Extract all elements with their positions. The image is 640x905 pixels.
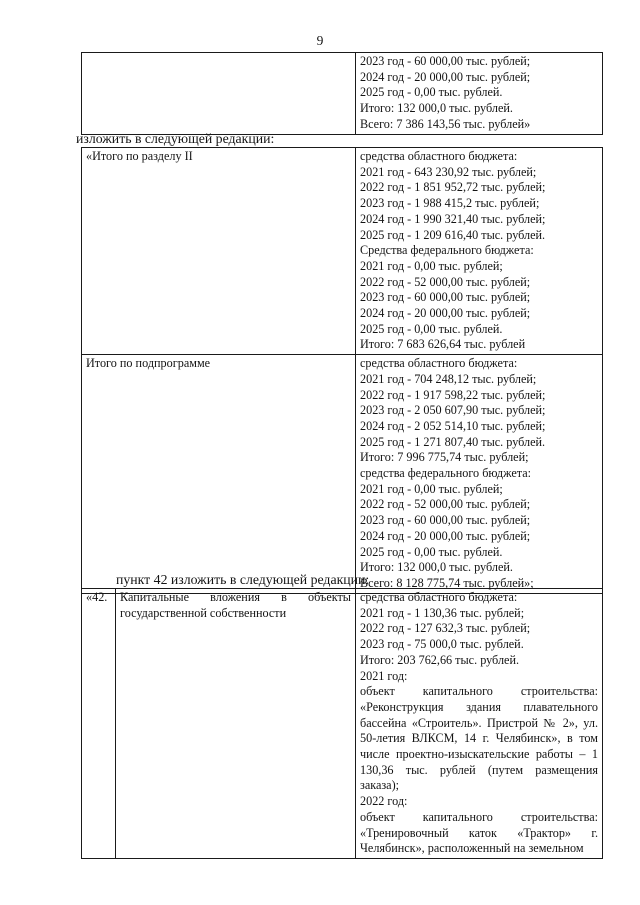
funding-cell xyxy=(356,53,603,135)
funding-line: 2021 год: xyxy=(360,668,408,683)
page-number: 9 xyxy=(316,33,324,48)
funding-line: 2022 год - 1 851 952,72 тыс. рублей; xyxy=(360,180,546,195)
funding-line: Итого: 132 000,0 тыс. рублей. xyxy=(360,560,513,575)
empty-cell xyxy=(82,53,356,135)
row-label: «Итого по разделу II xyxy=(82,148,356,355)
funding-cell xyxy=(356,148,603,355)
funding-line: 2025 год - 1 209 616,40 тыс. рублей. xyxy=(360,227,546,242)
item-42-caption: пункт 42 изложить в следующей редакции: xyxy=(116,572,370,587)
continued-funding-table xyxy=(81,52,603,135)
funding-line: 2025 год - 0,00 тыс. рублей. xyxy=(360,321,503,336)
funding-line: 2021 год - 0,00 тыс. рублей; xyxy=(360,258,503,273)
funding-line: средства областного бюджета: xyxy=(360,590,518,604)
funding-line: 2025 год - 0,00 тыс. рублей. xyxy=(360,544,503,559)
item-42-table xyxy=(81,588,603,859)
funding-cell xyxy=(356,589,603,859)
funding-line: 2024 год - 20 000,00 тыс. рублей; xyxy=(360,69,531,84)
item-name: Капитальные вложения в объекты государственной собственности xyxy=(116,589,356,859)
table-row xyxy=(82,53,603,135)
row-label: Итого по подпрограмме xyxy=(82,355,356,594)
funding-line: средства федерального бюджета: xyxy=(360,466,532,481)
funding-line: 2021 год - 704 248,12 тыс. рублей; xyxy=(360,371,537,386)
funding-line: Итого: 132 000,0 тыс. рублей. xyxy=(360,101,513,116)
funding-line: средства областного бюджета: xyxy=(360,149,518,163)
funding-line: 2022 год: xyxy=(360,794,408,809)
funding-line: 2021 год - 0,00 тыс. рублей; xyxy=(360,481,503,496)
funding-line: 2022 год - 127 632,3 тыс. рублей; xyxy=(360,621,531,636)
funding-line: 2023 год - 60 000,00 тыс. рублей; xyxy=(360,513,531,528)
funding-line: Итого: 203 762,66 тыс. рублей. xyxy=(360,652,520,667)
funding-line: 2024 год - 20 000,00 тыс. рублей; xyxy=(360,528,531,543)
funding-line: 2023 год - 2 050 607,90 тыс. рублей; xyxy=(360,403,546,418)
funding-line: Итого: 7 683 626,64 тыс. рублей xyxy=(360,337,526,352)
construction-object-paragraph: объект капитального строительства: «Реконструкция здания плавательного бассейна «Строитель». Пристрой № 2», ул. 50-летия ВЛКСМ, 14 г. Челябинск», в том числе проектно-изыскательские работы – 1 130,36 тыс. рублей (путем размещения заказа); xyxy=(360,684,598,793)
funding-line: 2021 год - 643 230,92 тыс. рублей; xyxy=(360,164,537,179)
section-totals-table xyxy=(81,147,603,594)
funding-line: 2024 год - 1 990 321,40 тыс. рублей; xyxy=(360,211,546,226)
funding-line: 2023 год - 60 000,00 тыс. рублей; xyxy=(360,54,531,68)
funding-line: Итого: 7 996 775,74 тыс. рублей; xyxy=(360,450,529,465)
funding-line: Всего: 8 128 775,74 тыс. рублей»; xyxy=(360,575,534,590)
funding-line: 2023 год - 75 000,0 тыс. рублей. xyxy=(360,637,524,652)
funding-line: 2022 год - 52 000,00 тыс. рублей; xyxy=(360,274,531,289)
funding-line: 2022 год - 1 917 598,22 тыс. рублей; xyxy=(360,387,546,402)
funding-line: 2023 год - 1 988 415,2 тыс. рублей; xyxy=(360,196,540,211)
table-row xyxy=(82,355,603,594)
funding-line: 2024 год - 20 000,00 тыс. рублей; xyxy=(360,306,531,321)
funding-line: 2023 год - 60 000,00 тыс. рублей; xyxy=(360,290,531,305)
item-number: «42. xyxy=(82,589,116,859)
funding-line: 2024 год - 2 052 514,10 тыс. рублей; xyxy=(360,418,546,433)
table-row xyxy=(82,148,603,355)
table-row xyxy=(82,589,603,859)
funding-line: Средства федерального бюджета: xyxy=(360,243,534,258)
edition-caption: изложить в следующей редакции: xyxy=(76,131,275,146)
funding-line: средства областного бюджета: xyxy=(360,356,518,371)
funding-cell xyxy=(356,355,603,594)
funding-line: 2022 год - 52 000,00 тыс. рублей; xyxy=(360,497,531,512)
funding-line: 2025 год - 0,00 тыс. рублей. xyxy=(360,85,503,100)
funding-line: 2025 год - 1 271 807,40 тыс. рублей. xyxy=(360,434,546,449)
construction-object-paragraph: объект капитального строительства: «Тренировочный каток «Трактор» г. Челябинск», расположенный на земельном xyxy=(360,809,598,856)
funding-line: Всего: 7 386 143,56 тыс. рублей» xyxy=(360,116,531,131)
funding-line: 2021 год - 1 130,36 тыс. рублей; xyxy=(360,605,525,620)
